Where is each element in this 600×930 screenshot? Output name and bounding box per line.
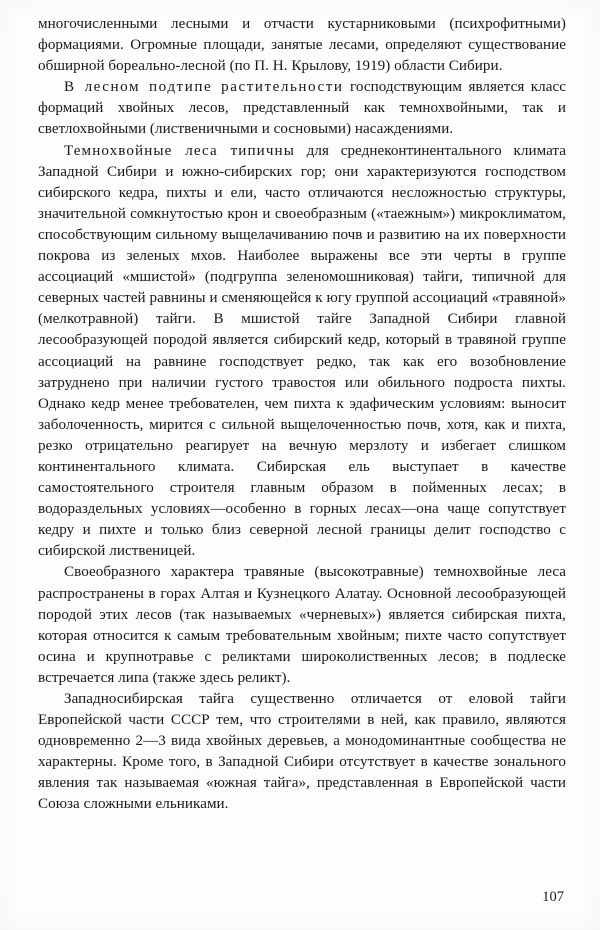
paragraph-3-lead: Темнохвойные леса типичны — [64, 142, 295, 159]
paragraph-3 — [38, 141, 566, 563]
paragraph-1: многочисленными лесными и отчасти кустарниковыми (психрофитными) формациями. Огромные площади, занятые лесами, определяют существование обширной бореально-лесной (по П. Н. Крылову, 1919) области Сибири. — [38, 16, 566, 75]
paragraph-2-body: господствующим является класс формаций хвойных лесов, представленный как темнохвойными, так и светлохвойными (лиственичными и сосновыми) насаждениями. — [38, 79, 566, 138]
paragraph-2 — [38, 77, 566, 140]
page-number: 107 — [542, 889, 564, 905]
paragraph-5: Западносибирская тайга существенно отличается от еловой тайги Европейской части СССР тем, что строителями в ней, как правило, являются одновременно 2—3 вида хвойных деревьев, а монодоминантные сообщества не характерны. Кроме того, в Западной Сибири отсутствует в качестве зонального явления так называемая «южная тайга», представленная в Европейской части Союза сложными ельниками. — [38, 691, 566, 813]
paragraph-2-lead: В лесном подтипе растительности — [64, 79, 344, 96]
paragraph-4: Своеобразного характера травяные (высокотравные) темнохвойные леса распространены в горах Алтая и Кузнецкого Алатау. Основной лесообразующей породой этих лесов (так называемых «черневых») является сибирская пихта, которая относится к самым требовательным хвойным; пихте часто сопутствует осина и крупнотравье с реликтами широколиственных лесов; в подлеске встречается липа (также здесь реликт). — [38, 564, 566, 686]
text-column — [38, 14, 566, 816]
paragraph-3-body: для среднеконтинентального климата Западной Сибири и южно-сибирских гор; они характеризуются господством сибирского кедра, пихты и ели, часто отличаются несложностью структуры, значительной сомкнутостью крон и своеобразным («таежным») микроклиматом, способствующим сильному выщелачиванию почв и развитию на их поверхности покрова из зеленых мхов. Наиболее выражены все эти черты в группе ассоциаций «мшистой» (подгруппа зеленомошниковая) тайги, типичной для северных частей равнины и сменяющейся к югу группой ассоциаций «травяной» (мелкотравной) тайги. В мшистой тайге Западной Сибири главной лесообразующей породой является сибирский кедр, который в травяной группе ассоциаций на равнине господствует редко, так как его возобновление затруднено при наличии густого травостоя или обильного подроста пихты. Однако кедр менее требователен, чем пихта к эдафическим условиям: выносит заболоченность, мирится с сильной выщелоченностью почв, хотя, как и пихта, резко отрицательно реагирует на вечную мерзлоту и избегает слишком континентального климата. Сибирская ель выступает в качестве самостоятельного строителя главным образом в пойменных лесах; в водораздельных условиях—особенно в горных лесах—она чаще сопутствует кедру и пихте и только близ северной лесной границы делит господство с сибирской лиственицей. — [38, 142, 567, 560]
